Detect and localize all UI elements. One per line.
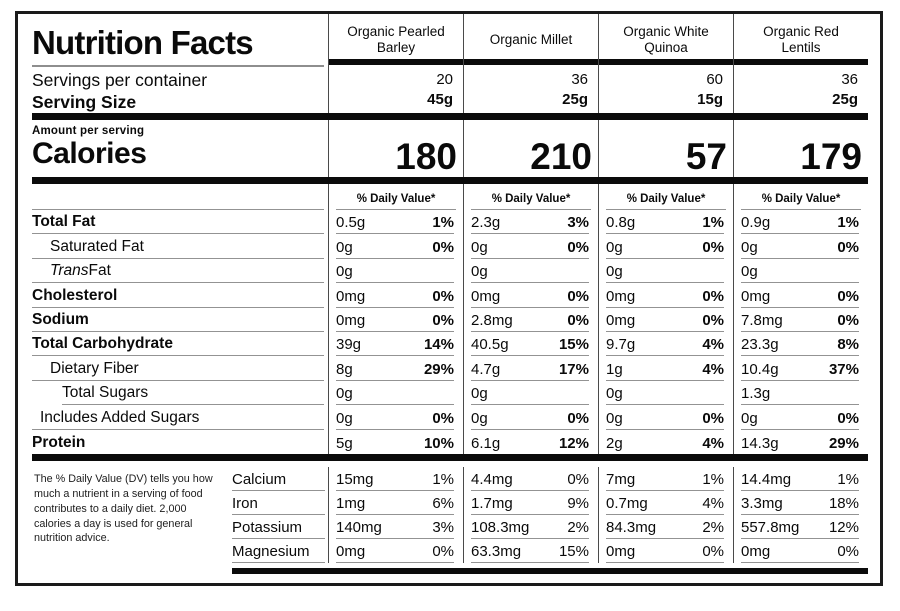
mineral-label: Potassium (232, 518, 303, 536)
nutrient-amount: 0g (336, 409, 353, 427)
serving-size-value: 45g (427, 91, 453, 108)
mineral-dv: 4% (702, 494, 724, 512)
mineral-label: Calcium (232, 470, 287, 488)
nutrient-row-total-fat (32, 210, 868, 234)
nutrient-amount: 0g (606, 385, 623, 403)
footer-bar (232, 568, 868, 574)
mineral-dv: 2% (567, 518, 589, 536)
nutrient-amount: 0g (606, 409, 623, 427)
nutrient-amount: 0g (471, 263, 488, 281)
nutrient-label-italic: Trans (50, 262, 89, 280)
nutrient-dv: 29% (828, 434, 859, 452)
servings-count: 60 (706, 71, 723, 88)
daily-value-footnote: The % Daily Value (DV) tells you how much a nutrient in a serving of food contributes to a daily diet. 2,000 calories a day is used for general nutrition advice. (34, 472, 213, 545)
product-column-millet (463, 14, 598, 113)
mineral-dv: 1% (702, 470, 724, 488)
mineral-amount: 7mg (606, 470, 636, 488)
nutrient-amount: 0g (336, 385, 353, 403)
nutrient-row-dietary-fiber (32, 356, 868, 380)
servings-count: 36 (571, 71, 588, 88)
mineral-amount: 3.3mg (741, 494, 783, 512)
nutrient-row-cholesterol (32, 283, 868, 307)
nutrient-row-sodium (32, 308, 868, 332)
nutrient-amount: 40.5g (471, 336, 509, 354)
nutrient-amount: 9.7g (606, 336, 636, 354)
mineral-dv: 6% (432, 494, 454, 512)
product-name: Organic White Quinoa (623, 23, 709, 55)
nutrient-dv: 0% (432, 238, 454, 256)
nutrient-dv: 15% (558, 336, 589, 354)
nutrient-row-total-carbohydrate (32, 332, 868, 356)
mineral-dv: 0% (567, 470, 589, 488)
nutrient-dv: 29% (423, 360, 454, 378)
nutrient-amount: 0.5g (336, 214, 366, 232)
nutrient-label: Sodium (32, 310, 89, 328)
nutrient-amount: 2.3g (471, 214, 501, 232)
mineral-label: Iron (232, 494, 258, 512)
nutrient-dv: 0% (702, 409, 724, 427)
nutrient-dv: 0% (702, 238, 724, 256)
nutrient-dv: 0% (567, 287, 589, 305)
amount-per-serving-label: Amount per serving (32, 125, 145, 137)
product-column-quinoa (598, 14, 733, 113)
daily-value-header: % Daily Value* (606, 184, 726, 210)
nutrient-dv: 0% (837, 311, 859, 329)
nutrient-row-added-sugars (32, 405, 868, 429)
nutrient-dv: 0% (837, 409, 859, 427)
nutrient-amount: 2g (606, 434, 623, 452)
nutrient-amount: 4.7g (471, 360, 501, 378)
nutrient-dv: 17% (558, 360, 589, 378)
mineral-amount: 1.7mg (471, 494, 513, 512)
nutrient-amount: 23.3g (741, 336, 779, 354)
serving-size-label: Serving Size (32, 92, 137, 112)
nutrient-dv: 1% (432, 214, 454, 232)
mineral-dv: 1% (837, 470, 859, 488)
nutrient-row-trans-fat (32, 259, 868, 283)
nutrient-row-protein (32, 430, 868, 454)
calories-value: 179 (733, 120, 868, 177)
mineral-dv: 0% (702, 542, 724, 560)
mineral-amount: 0mg (606, 542, 636, 560)
product-name: Organic Pearled Barley (347, 23, 445, 55)
mineral-amount: 557.8mg (741, 518, 800, 536)
calories-value: 57 (598, 120, 733, 177)
calories-value: 180 (328, 120, 463, 177)
nutrient-label: Total Sugars (62, 384, 149, 402)
nutrient-dv: 0% (837, 238, 859, 256)
product-column-lentils (733, 14, 868, 113)
nutrient-amount: 1.3g (741, 385, 771, 403)
nutrient-label: Protein (32, 433, 86, 451)
footer (32, 461, 868, 574)
nutrient-amount: 6.1g (471, 434, 501, 452)
nutrient-dv: 0% (702, 287, 724, 305)
servings-per-container-label: Servings per container (32, 70, 208, 90)
label-header (32, 14, 328, 113)
nutrient-amount: 0mg (606, 287, 636, 305)
servings-count: 36 (841, 71, 858, 88)
mineral-amount: 108.3mg (471, 518, 530, 536)
page-title: Nutrition Facts (32, 24, 253, 61)
nutrient-dv: 0% (432, 287, 454, 305)
nutrient-label: Dietary Fiber (50, 359, 139, 377)
nutrient-amount: 0.9g (741, 214, 771, 232)
mineral-amount: 15mg (336, 470, 374, 488)
nutrient-amount: 2.8mg (471, 311, 513, 329)
mineral-amount: 4.4mg (471, 470, 513, 488)
calories-header (32, 120, 328, 177)
daily-value-header-band (32, 184, 868, 210)
servings-count: 20 (436, 71, 453, 88)
serving-size-value: 25g (562, 91, 588, 108)
nutrient-dv: 4% (702, 434, 724, 452)
nutrient-label: Includes Added Sugars (40, 408, 200, 426)
nutrient-row-total-sugars (32, 381, 868, 405)
mineral-amount: 63.3mg (471, 542, 522, 560)
nutrient-dv: 8% (837, 336, 859, 354)
mineral-amount: 140mg (336, 518, 382, 536)
nutrient-amount: 0g (606, 238, 623, 256)
serving-size-value: 25g (832, 91, 858, 108)
nutrient-dv: 4% (702, 336, 724, 354)
mineral-dv: 1% (432, 470, 454, 488)
nutrient-dv: 0% (567, 409, 589, 427)
nutrient-label: Fat (88, 262, 111, 280)
product-name: Organic Red Lentils (763, 23, 839, 55)
mineral-amount: 0.7mg (606, 494, 648, 512)
mineral-amount: 14.4mg (741, 470, 792, 488)
mineral-dv: 3% (432, 518, 454, 536)
nutrient-amount: 0g (336, 263, 353, 281)
serving-size-value: 15g (697, 91, 723, 108)
nutrient-amount: 0mg (336, 287, 366, 305)
daily-value-header: % Daily Value* (336, 184, 456, 210)
nutrient-amount: 14.3g (741, 434, 779, 452)
mineral-dv: 9% (567, 494, 589, 512)
nutrient-dv: 0% (837, 287, 859, 305)
divider-bar (32, 454, 868, 461)
product-name: Organic Millet (489, 31, 573, 47)
nutrient-dv: 3% (567, 214, 589, 232)
divider-bar (32, 113, 868, 120)
nutrient-dv: 0% (567, 311, 589, 329)
nutrient-label: Cholesterol (32, 286, 118, 304)
mineral-dv: 2% (702, 518, 724, 536)
nutrient-amount: 0g (741, 263, 758, 281)
nutrient-row-saturated-fat (32, 234, 868, 258)
calories-band (32, 120, 868, 177)
calories-label: Calories (32, 137, 147, 170)
mineral-dv: 15% (558, 542, 589, 560)
nutrient-dv: 0% (432, 311, 454, 329)
mineral-amount: 0mg (336, 542, 366, 560)
nutrient-amount: 0mg (741, 287, 771, 305)
product-column-barley (328, 14, 463, 113)
nutrient-amount: 0g (471, 409, 488, 427)
nutrient-dv: 1% (837, 214, 859, 232)
nutrient-dv: 0% (567, 238, 589, 256)
daily-value-header: % Daily Value* (471, 184, 591, 210)
daily-value-header: % Daily Value* (741, 184, 861, 210)
nutrient-amount: 0g (471, 238, 488, 256)
mineral-label: Magnesium (232, 542, 310, 560)
nutrient-dv: 1% (702, 214, 724, 232)
nutrient-amount: 0g (741, 238, 758, 256)
nutrient-amount: 0mg (336, 311, 366, 329)
nutrient-amount: 0g (606, 263, 623, 281)
mineral-dv: 0% (432, 542, 454, 560)
nutrient-amount: 39g (336, 336, 362, 354)
nutrient-amount: 0g (336, 238, 353, 256)
nutrient-amount: 8g (336, 360, 353, 378)
mineral-amount: 1mg (336, 494, 366, 512)
divider-bar (32, 177, 868, 184)
mineral-amount: 84.3mg (606, 518, 657, 536)
mineral-dv: 12% (828, 518, 859, 536)
nutrient-amount: 0.8g (606, 214, 636, 232)
nutrient-amount: 7.8mg (741, 311, 783, 329)
nutrient-label: Total Carbohydrate (32, 335, 173, 353)
nutrient-amount: 0mg (606, 311, 636, 329)
mineral-dv: 18% (828, 494, 859, 512)
nutrient-label: Total Fat (32, 213, 96, 231)
title-rule (32, 65, 324, 67)
nutrient-label: Saturated Fat (50, 237, 144, 255)
nutrient-dv: 12% (558, 434, 589, 452)
mineral-amount: 0mg (741, 542, 771, 560)
nutrient-amount: 1g (606, 360, 623, 378)
nutrient-dv: 37% (828, 360, 859, 378)
mineral-dv: 0% (837, 542, 859, 560)
nutrient-amount: 0mg (471, 287, 501, 305)
nutrient-amount: 10.4g (741, 360, 779, 378)
rule (32, 184, 324, 210)
calories-value: 210 (463, 120, 598, 177)
nutrient-amount: 0g (741, 409, 758, 427)
nutrient-dv: 0% (702, 311, 724, 329)
nutrient-amount: 5g (336, 434, 353, 452)
nutrient-dv: 0% (432, 409, 454, 427)
nutrient-dv: 14% (423, 336, 454, 354)
nutrient-dv: 10% (423, 434, 454, 452)
header-band (32, 14, 868, 113)
nutrition-facts-label (15, 11, 883, 586)
nutrient-amount: 0g (471, 385, 488, 403)
nutrient-dv: 4% (702, 360, 724, 378)
